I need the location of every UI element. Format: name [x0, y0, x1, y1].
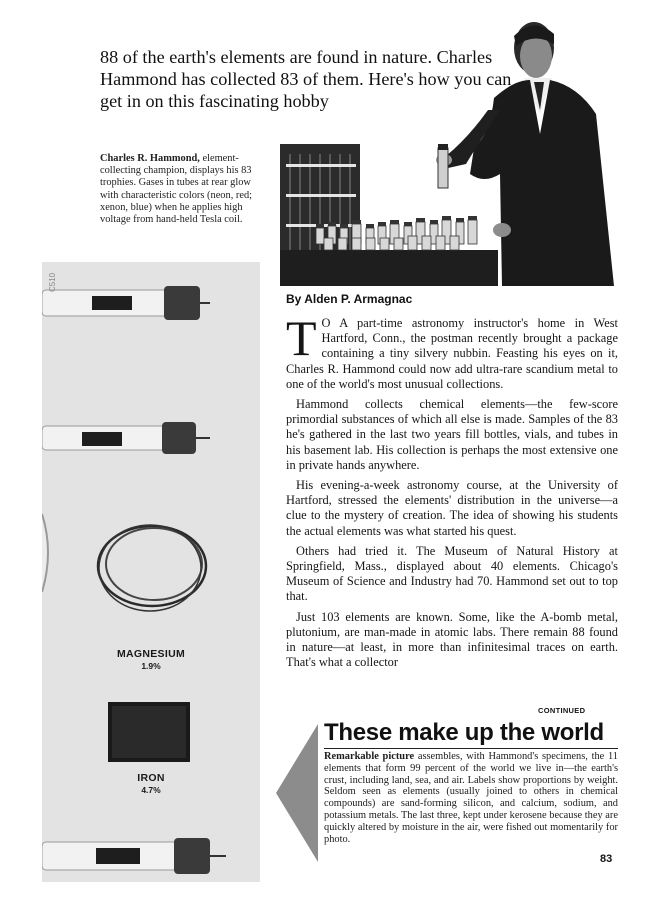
- tube-stamp: C510: [48, 272, 57, 292]
- page-number: 83: [600, 853, 613, 865]
- magnesium-label: [42, 648, 260, 671]
- sidebar-body: assembles, with Hammond's specimens, the 11 elements that form 99 percent of the world we live in—the earth's crust, including land, sea, and air. Labels show proportions by weight. Seldom seen as elements (usually joined to others in chemical compounds) are sand-forming silicon, and calcium, sodium, and potassium metals. The last three, kept under kerosene because they are quickly altered by moisture in the air, were fished out momentarily for photo.: [324, 751, 618, 845]
- sidebar-lead: Remarkable picture: [324, 751, 415, 762]
- paragraph-1-text: O A part-time astronomy instructor's home in West Hartford, Conn., the postman recently brought a package containing a tiny silvery nubbin. Feasting his eyes on it, Charles R. Hammond could now add ultra-rare scandium metal to one of the world's most unusual collections.: [286, 316, 618, 391]
- paragraph-2: Hammond collects chemical elements—the few-score primordial substances of which all else is made. Samples of the 83 he's gathered in the last two years fill bottles, vials, and tubes in his basement lab. His collection is perhaps the most extensive one in private hands anywhere.: [286, 397, 618, 472]
- magnesium-name: MAGNESIUM: [116, 648, 186, 660]
- hammond-photo: [278, 14, 616, 286]
- sidebar-rule: [324, 748, 618, 749]
- photo-caption: [100, 153, 268, 226]
- caption-text: element-collecting champion, displays his 83 trophies. Gases in tubes at rear glow with characteristic colors (neon, red; xenon, blue) when he applies high voltage from hand-held Tesla coil.: [100, 153, 253, 226]
- elements-photo: [42, 262, 260, 882]
- caption-name: Charles R. Hammond,: [100, 153, 200, 164]
- iron-percent: 4.7%: [141, 785, 161, 795]
- arrow-pointer: [276, 724, 318, 862]
- byline: By Alden P. Armagnac: [286, 292, 413, 306]
- iron-name: IRON: [137, 772, 165, 784]
- drop-cap: T: [286, 310, 317, 366]
- article-body: [286, 310, 618, 675]
- magnesium-percent: 1.9%: [141, 661, 161, 671]
- paragraph-4: Others had tried it. The Museum of Natural History at Springfield, Mass., displayed about 40 elements. Chicago's Museum of Science and Industry had 70. Hammond set out to top that.: [286, 543, 618, 604]
- continued-label: CONTINUED: [538, 706, 586, 715]
- paragraph-3: His evening-a-week astronomy course, at the University of Hartford, stressed the elements' distribution in the universe—a clue to the mystery of creation. The idea of showing his students the actual elements was what started his quest.: [286, 478, 618, 538]
- sidebar-text: [324, 751, 618, 845]
- article-headline: 88 of the earth's elements are found in nature. Charles Hammond has collected 83 of them. Here's how you can get in on this fascinating hobby: [100, 47, 512, 111]
- paragraph-5: Just 103 elements are known. Some, like the A-bomb metal, plutonium, are man-made in atomic labs. There remain 88 found in nature—at least, in more than infinitesimal traces on earth. That's what a collector: [286, 609, 618, 670]
- sidebar-title: These make up the world: [324, 719, 604, 746]
- iron-label: [42, 772, 260, 795]
- paragraph-1: [286, 310, 618, 392]
